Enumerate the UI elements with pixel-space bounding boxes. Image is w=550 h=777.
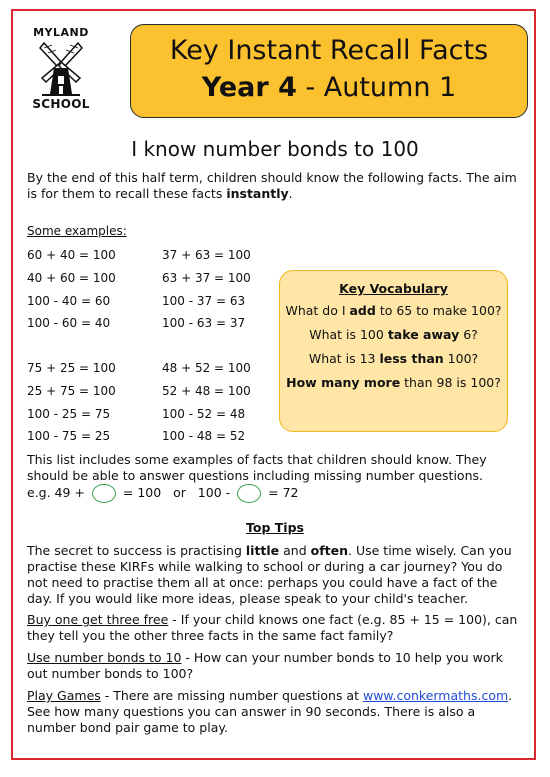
fact-item: 100 - 37 = 63 <box>162 293 246 308</box>
tip-keyword: little <box>245 543 280 558</box>
tip-text: - There are missing number questions at <box>100 688 363 703</box>
intro-paragraph <box>27 170 522 202</box>
fact-item: 48 + 52 = 100 <box>162 361 251 375</box>
blank-circle-icon <box>237 484 261 503</box>
tip-label: Play Games <box>27 688 101 703</box>
fact-item: 75 + 25 = 100 <box>27 361 116 375</box>
vocab-text: What is 100 <box>309 327 388 342</box>
tip-text: . See how many questions you can answer in 90 seconds. There is also a number bond pair game to play. <box>27 688 513 735</box>
top-tips-heading: Top Tips <box>246 520 304 535</box>
facts-column-a <box>27 244 116 335</box>
fact-item: 100 - 52 = 48 <box>162 406 246 421</box>
examples-label: Some examples: <box>27 224 127 238</box>
example-text: = 72 <box>268 485 299 500</box>
logo-bottom-text: SCHOOL <box>32 97 90 111</box>
conkermaths-link[interactable]: www.conkermaths.com <box>362 688 509 703</box>
facts-column-d <box>162 357 251 448</box>
logo-top-text: MYLAND <box>33 26 89 39</box>
vocab-keyword: How many more <box>286 375 401 390</box>
blank-circle-icon <box>92 484 116 503</box>
vocab-keyword: take away <box>387 327 460 342</box>
vocab-question <box>280 350 507 367</box>
key-vocabulary-box <box>279 270 508 432</box>
vocab-text: 6? <box>459 327 478 342</box>
vocab-text: 100? <box>443 351 479 366</box>
tip-text: and <box>279 543 311 558</box>
fact-item: 37 + 63 = 100 <box>162 248 251 262</box>
tip-buy-one <box>27 612 522 644</box>
tip-text: The secret to success is practising <box>27 543 246 558</box>
fact-item: 100 - 48 = 52 <box>162 429 246 444</box>
fact-item: 52 + 48 = 100 <box>162 383 251 398</box>
fact-item: 63 + 37 = 100 <box>162 270 251 285</box>
tip-label: Buy one get three free <box>27 612 169 627</box>
tip-label: Use number bonds to 10 <box>27 650 182 665</box>
vocab-keyword: less than <box>379 351 444 366</box>
banner-term: - Autumn 1 <box>296 72 457 103</box>
vocab-question <box>280 302 507 319</box>
banner-year: Year 4 <box>201 72 297 103</box>
vocab-text: What do I <box>285 303 350 318</box>
banner-title: Key Instant Recall Facts <box>169 35 489 66</box>
list-note: This list includes some examples of facts that children should know. They should be able to answer questions including missing number questions. <box>27 452 487 483</box>
example-text: e.g. 49 + <box>27 485 85 500</box>
tip-keyword: often <box>310 543 349 558</box>
vocab-question <box>280 374 507 391</box>
page-heading: I know number bonds to 100 <box>131 137 419 161</box>
facts-column-c <box>27 357 116 448</box>
vocab-keyword: add <box>349 303 376 318</box>
school-logo <box>26 22 96 114</box>
intro-bold: instantly <box>226 186 289 201</box>
tip-bonds-to-10 <box>27 650 522 682</box>
fact-item: 100 - 25 = 75 <box>27 406 111 421</box>
tip-text: . Use time wisely. Can you practise these KIRFs while walking to school or during a car journey? You do not need to practise them all at once: perhaps you could have a fact of the day. If you would like more ideas, please speak to your child's teacher. <box>27 543 512 606</box>
facts-column-b <box>162 244 251 335</box>
windmill-icon <box>38 40 84 98</box>
example-text: = 100 or 100 - <box>122 485 231 500</box>
vocab-text: to 65 to make 100? <box>375 303 502 318</box>
fact-item: 100 - 63 = 37 <box>162 316 246 331</box>
tip-practise <box>27 543 522 607</box>
vocab-text: What is 13 <box>308 351 380 366</box>
tip-text: - How can your number bonds to 10 help you work out number bonds to 100? <box>27 650 503 681</box>
title-banner <box>130 24 528 118</box>
fact-item: 100 - 60 = 40 <box>27 316 111 331</box>
vocab-heading: Key Vocabulary <box>339 281 448 296</box>
intro-end: . <box>288 186 293 201</box>
vocab-question <box>280 326 507 343</box>
banner-subtitle <box>131 69 527 107</box>
fact-item: 100 - 75 = 25 <box>27 429 111 444</box>
fact-item: 100 - 40 = 60 <box>27 293 111 308</box>
fact-item: 60 + 40 = 100 <box>27 248 116 262</box>
fact-item: 25 + 75 = 100 <box>27 383 116 398</box>
intro-text: By the end of this half term, children should know the following facts. The aim is for them to recall these facts <box>27 170 517 201</box>
tip-text: - If your child knows one fact (e.g. 85 + 15 = 100), can they tell you the other three facts in the same fact family? <box>27 612 518 643</box>
fact-item: 40 + 60 = 100 <box>27 270 116 285</box>
tip-play-games <box>27 688 522 736</box>
missing-number-example <box>27 484 298 503</box>
vocab-text: than 98 is 100? <box>400 375 501 390</box>
